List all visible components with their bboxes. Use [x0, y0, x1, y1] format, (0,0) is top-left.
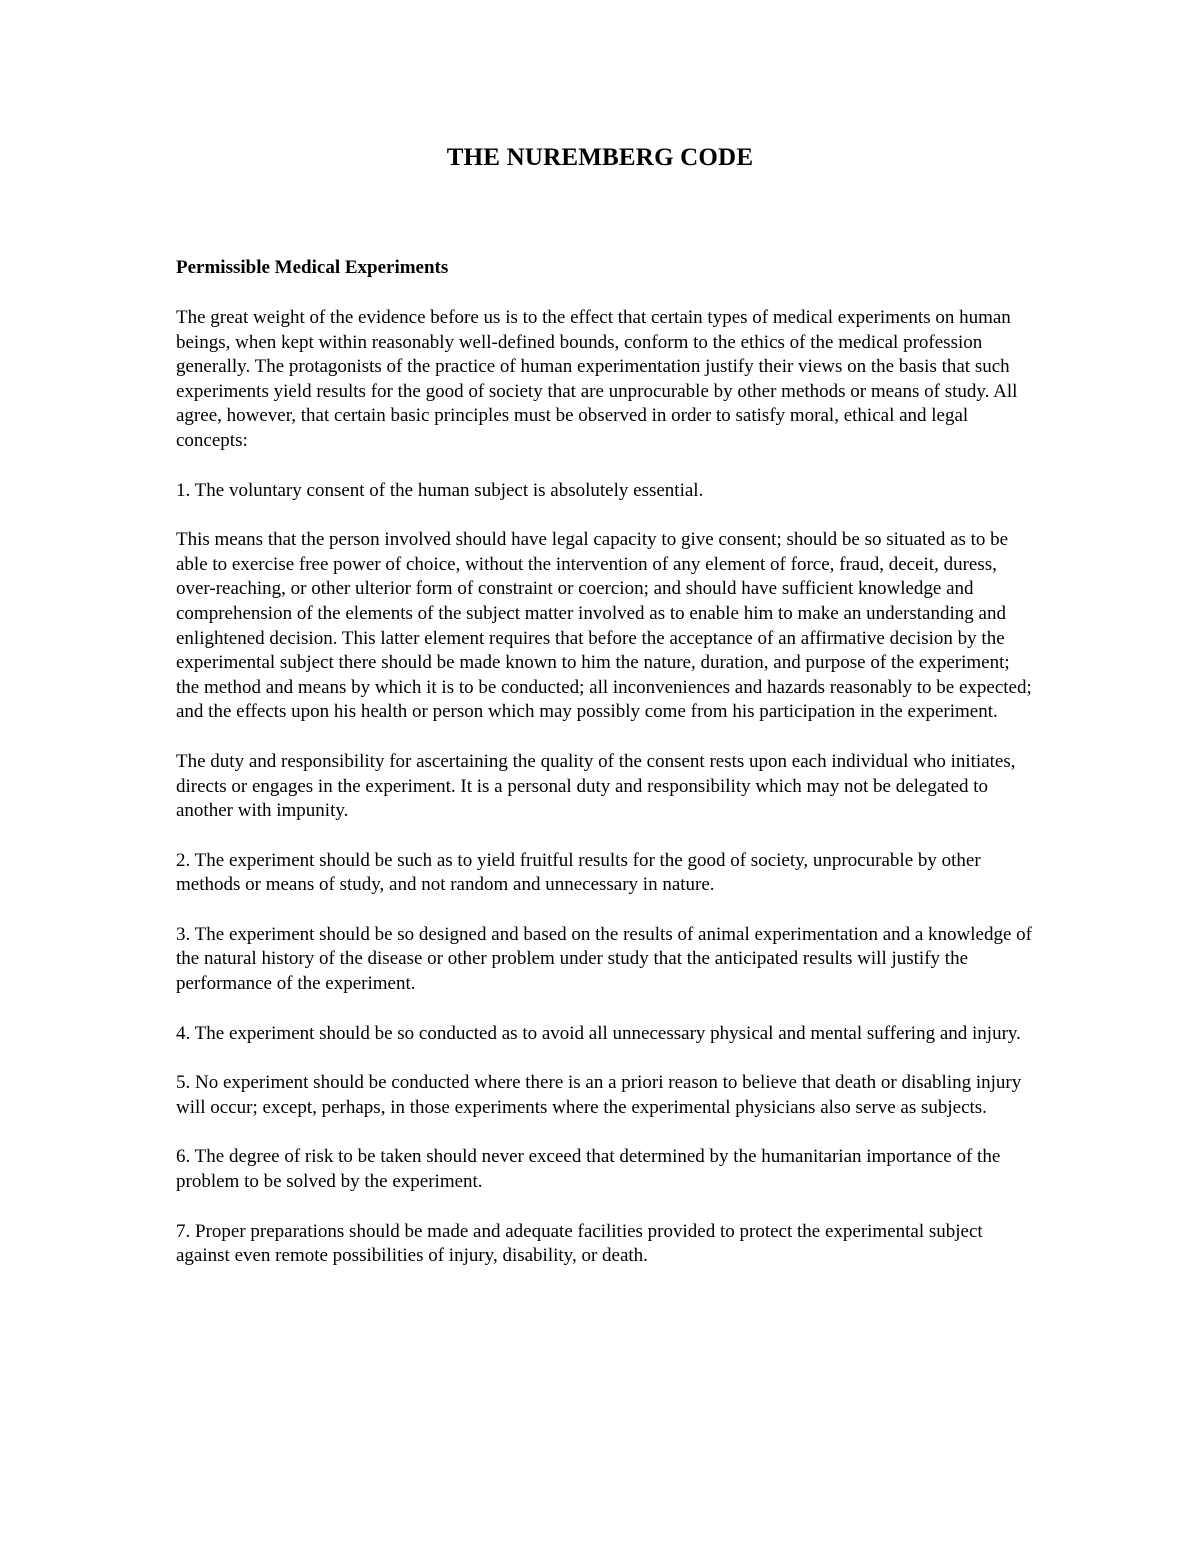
principle-5: 5. No experiment should be conducted where there is an a priori reason to believe that death or disabling injury will occur; except, perhaps, in those experiments where the experimental physicians also serve as subjects.: [176, 1072, 1022, 1118]
document-body: [176, 306, 1036, 1294]
principle-7: 7. Proper preparations should be made and adequate facilities provided to protect the experimental subject against even remote possibilities of injury, disability, or death.: [176, 1220, 983, 1267]
principle-1: 1. The voluntary consent of the human subject is absolutely essential.: [176, 479, 704, 501]
principle-4: 4. The experiment should be so conducted as to avoid all unnecessary physical and mental suffering and injury.: [176, 1022, 1021, 1044]
section-heading: Permissible Medical Experiments: [176, 257, 449, 278]
principle-3: 3. The experiment should be so designed and based on the results of animal experimentation and a knowledge of the natural history of the disease or other problem under study that the anticipated results will justify the performance of the experiment.: [176, 923, 1033, 995]
document-title: THE NUREMBERG CODE: [446, 144, 754, 171]
principle-1-duty: The duty and responsibility for ascertaining the quality of the consent rests upon each individual who initiates, directs or engages in the experiment. It is a personal duty and responsibility which may not be delegated to another with impunity.: [176, 750, 1016, 822]
principle-6: 6. The degree of risk to be taken should never exceed that determined by the humanitarian importance of the problem to be solved by the experiment.: [176, 1146, 1001, 1193]
principle-1-explanation: This means that the person involved should have legal capacity to give consent; should be so situated as to be able to exercise free power of choice, without the intervention of any element of force, fraud, deceit, duress, over-reaching, or other ulterior form of constraint or coercion; and should have sufficient knowledge and comprehension of the elements of the subject matter involved as to enable him to make an understanding and enlightened decision. This latter element requires that before the acceptance of an affirmative decision by the experimental subject there should be made known to him the nature, duration, and purpose of the experiment; the method and means by which it is to be conducted; all inconveniences and hazards reasonably to be expected; and the effects upon his health or person which may possibly come from his participation in the experiment.: [176, 529, 1032, 723]
intro-paragraph: The great weight of the evidence before us is to the effect that certain types of medical experiments on human beings, when kept within reasonably well-defined bounds, conform to the ethics of the medical profession generally. The protagonists of the practice of human experimentation justify their views on the basis that such experiments yield results for the good of society that are unprocurable by other methods or means of study. All agree, however, that certain basic principles must be observed in order to satisfy moral, ethical and legal concepts:: [176, 307, 1018, 451]
principle-2: 2. The experiment should be such as to yield fruitful results for the good of society, unprocurable by other methods or means of study, and not random and unnecessary in nature.: [176, 849, 981, 896]
